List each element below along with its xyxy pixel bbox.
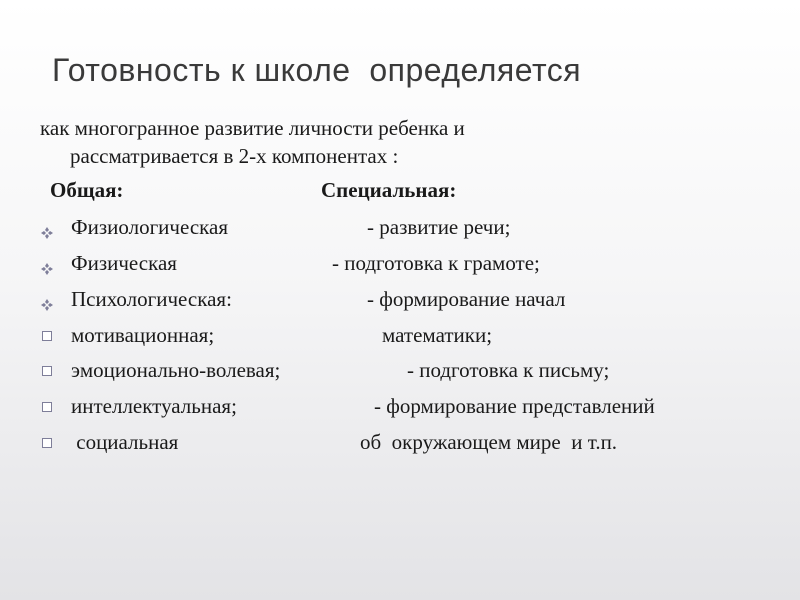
special-item: - подготовка к грамоте; [332,251,540,275]
column-headers [50,178,750,203]
special-item: об окружающем мире и т.п. [360,430,618,454]
list-item [0,287,800,317]
square-icon [40,400,54,414]
special-item: математики; [382,323,493,347]
general-item: Физиологическая [71,215,229,239]
list-item [0,215,800,245]
square-icon [40,364,54,378]
slide-title: Готовность к школе определяется [52,52,582,88]
special-item: - формирование представлений [374,394,655,418]
intro-text [40,114,740,170]
header-special: Специальная: [321,178,457,202]
general-item: эмоционально-волевая; [71,358,281,382]
special-item: - подготовка к письму; [407,358,610,382]
list-item [0,323,800,353]
diamond-icon [40,257,54,271]
square-icon [40,436,54,450]
list-item [0,358,800,388]
special-item: - формирование начал [367,287,566,311]
list-item [0,394,800,424]
general-item: социальная [71,430,179,454]
general-item: интеллектуальная; [71,394,237,418]
list-item [0,251,800,281]
list-item [0,430,800,460]
intro-line-2: рассматривается в 2-х компонентах : [70,144,399,168]
header-general: Общая: [50,178,124,202]
general-item: Психологическая: [71,287,232,311]
diamond-icon [40,293,54,307]
intro-line-1: как многогранное развитие личности ребенка и [40,116,465,140]
square-icon [40,329,54,343]
special-item: - развитие речи; [367,215,511,239]
general-item: Физическая [71,251,177,275]
general-item: мотивационная; [71,323,215,347]
diamond-icon [40,221,54,235]
